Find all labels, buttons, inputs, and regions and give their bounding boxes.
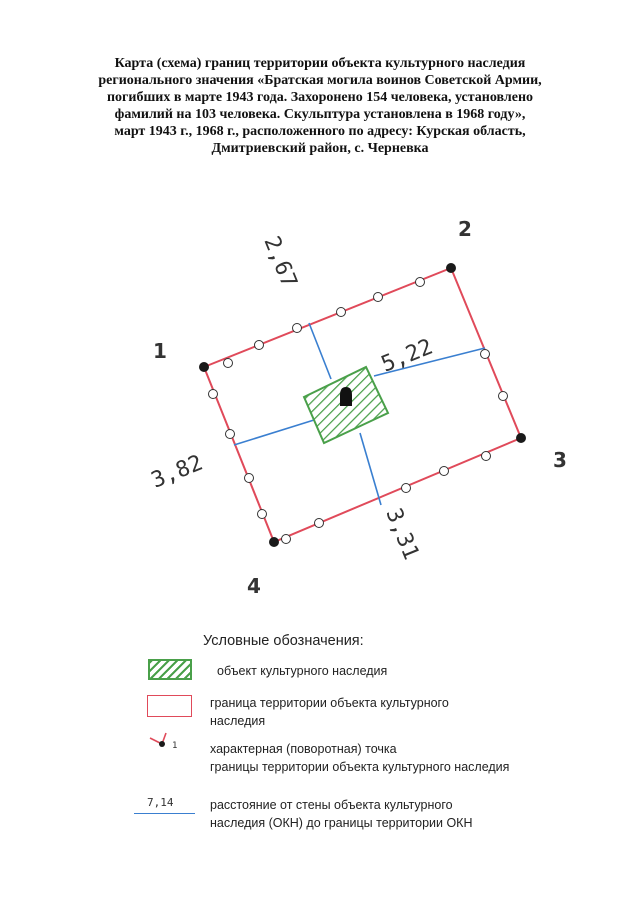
distance-label-west: 3,82 — [147, 450, 207, 494]
legend-boundary-text: граница территории объекта культурного наследия — [210, 696, 449, 728]
boundary-vertex — [255, 341, 264, 350]
boundary-vertex — [482, 452, 491, 461]
boundary-vertex — [440, 467, 449, 476]
distance-label-north: 2,67 — [258, 232, 302, 292]
boundary-vertex — [481, 350, 490, 359]
legend-point-text: характерная (поворотная) точка границы территории объекта культурного наследия — [210, 742, 510, 774]
distance-label-south: 3,31 — [380, 504, 424, 564]
map-title: Карта (схема) границ территории объекта культурного наследия регионального значения «Братская могила воинов Советской Армии, погибших в марте 1943 года. Захоронено 154 человека, установлено фамилий на 103 человека. Скульптура установлена в 1968 году», март 1943 г., 1968 г., расположенного по адресу: Курская область, Дмитриевский район, с. Черневка — [98, 56, 542, 156]
boundary-vertex — [315, 519, 324, 528]
legend-distance-sample-label: 7,14 — [147, 796, 174, 809]
legend-heritage-text: объект культурного наследия — [217, 664, 388, 678]
corner-point-2 — [446, 263, 456, 273]
boundary-vertex — [337, 308, 346, 317]
boundary-vertex — [258, 510, 267, 519]
legend-boundary-swatch — [147, 695, 192, 717]
boundary-vertex — [416, 278, 425, 287]
boundary-vertex — [402, 484, 411, 493]
corner-label-4: 4 — [247, 574, 261, 598]
boundary-vertex — [282, 535, 291, 544]
boundary-vertex — [209, 390, 218, 399]
boundary-vertex — [499, 392, 508, 401]
point-sample-dot — [159, 741, 165, 747]
boundary-vertex — [293, 324, 302, 333]
distance-line-west — [234, 420, 314, 445]
legend-distance-text: расстояние от стены объекта культурного наследия (ОКН) до границы территории ОКН — [210, 798, 473, 830]
distance-label-east: 5,22 — [377, 334, 437, 378]
boundary-vertex — [374, 293, 383, 302]
corner-point-3 — [516, 433, 526, 443]
boundary-vertex — [224, 359, 233, 368]
boundary-vertex — [245, 474, 254, 483]
corner-label-3: 3 — [553, 448, 567, 472]
legend-title: Условные обозначения: — [203, 633, 364, 649]
legend-distance-sample-line — [134, 813, 195, 814]
corner-point-4 — [269, 537, 279, 547]
legend-point-sample-label: 1 — [172, 741, 178, 751]
boundary-vertex — [226, 430, 235, 439]
distance-line-south — [360, 433, 381, 505]
legend-heritage-swatch — [148, 659, 192, 680]
corner-point-1 — [199, 362, 209, 372]
corner-label-2: 2 — [458, 217, 472, 241]
corner-label-1: 1 — [153, 339, 167, 363]
monument-icon — [340, 387, 352, 406]
distance-line-north — [309, 323, 331, 379]
